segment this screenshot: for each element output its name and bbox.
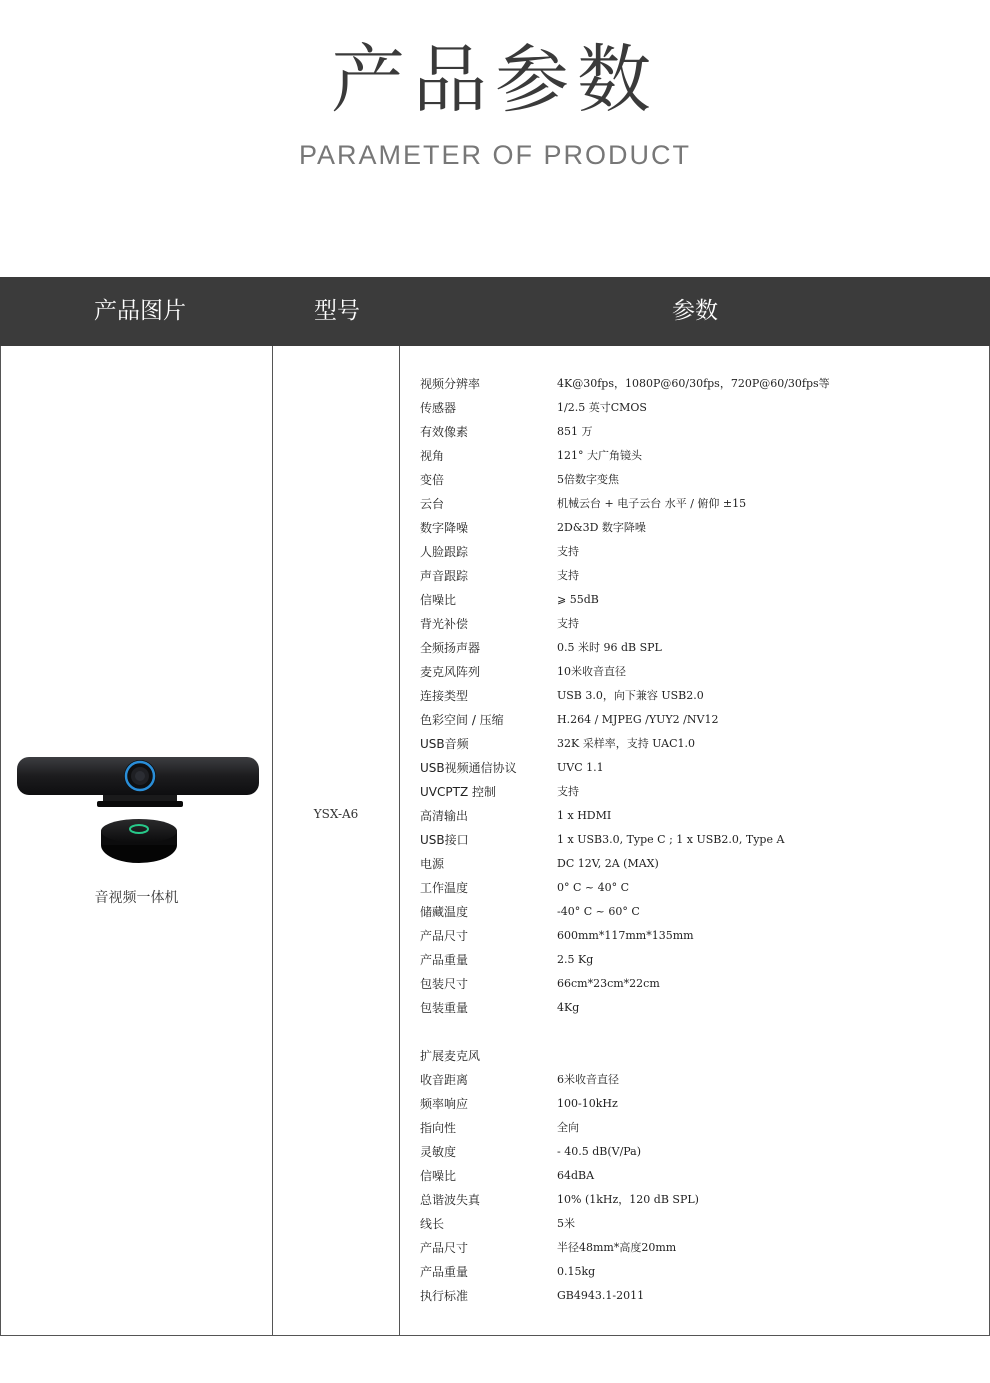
product-photo-cell	[1, 346, 272, 1335]
spec-row	[420, 1140, 970, 1164]
spec-label: 执行标准	[420, 1289, 469, 1303]
spec-value: 10米收音直径	[557, 665, 626, 678]
spec-value: 4Kg	[557, 1001, 580, 1014]
page-title: 产品参数	[331, 37, 659, 123]
column-divider	[399, 346, 400, 1335]
header-product-photo: 产品图片	[94, 298, 186, 324]
spec-value: H.264 / MJPEG /YUY2 /NV12	[557, 713, 719, 726]
spec-value: 半径48mm*高度20mm	[557, 1241, 677, 1254]
spec-label: USB视频通信协议	[420, 761, 517, 775]
spec-row	[420, 1236, 970, 1260]
spec-row	[420, 1116, 970, 1140]
spec-label: 云台	[420, 497, 445, 511]
spec-label: 线长	[420, 1217, 445, 1231]
spec-value: 6米收音直径	[557, 1073, 619, 1086]
spec-row	[420, 804, 970, 828]
spec-row	[420, 948, 970, 972]
spec-value: 支持	[557, 569, 579, 582]
spec-row	[420, 636, 970, 660]
spec-spacer	[420, 1020, 970, 1044]
spec-label: 产品重量	[420, 1265, 469, 1279]
spec-value: DC 12V, 2A (MAX)	[557, 857, 659, 870]
spec-value: 0° C ~ 40° C	[557, 881, 630, 894]
spec-row	[420, 996, 970, 1020]
spec-row	[420, 1284, 970, 1308]
spec-row	[420, 876, 970, 900]
spec-label: 电源	[420, 857, 445, 871]
spec-row	[420, 588, 970, 612]
spec-row	[420, 492, 970, 516]
spec-value: 支持	[557, 785, 579, 798]
spec-row	[420, 1092, 970, 1116]
spec-label: 工作温度	[420, 881, 469, 895]
spec-label: 高清输出	[420, 809, 469, 823]
spec-value: USB 3.0，向下兼容 USB2.0	[557, 689, 704, 702]
spec-value: 600mm*117mm*135mm	[557, 929, 694, 942]
spec-label: USB音频	[420, 737, 469, 751]
spec-row	[420, 564, 970, 588]
model-number: YSX-A6	[313, 807, 359, 821]
spec-label: 连接类型	[420, 689, 469, 703]
spec-row	[420, 924, 970, 948]
spec-label: UVCPTZ 控制	[420, 785, 496, 799]
spec-row	[420, 660, 970, 684]
spec-row	[420, 516, 970, 540]
camera-bar	[17, 757, 259, 807]
spec-label: 全频扬声器	[420, 641, 481, 655]
spec-row	[420, 1212, 970, 1236]
spec-value: 64dBA	[557, 1169, 595, 1182]
spec-row	[420, 828, 970, 852]
spec-label: 信噪比	[420, 1169, 457, 1183]
spec-row	[420, 1164, 970, 1188]
spec-row	[420, 852, 970, 876]
spec-value: 机械云台 + 电子云台 水平 / 俯仰 ±15	[557, 497, 747, 510]
spec-label: 灵敏度	[420, 1145, 457, 1159]
spec-value: 2D&3D 数字降噪	[557, 521, 646, 534]
spec-value: 1/2.5 英寸CMOS	[557, 401, 647, 414]
spec-row	[420, 1260, 970, 1284]
spec-value: 支持	[557, 545, 579, 558]
spec-label: 变倍	[420, 473, 445, 487]
spec-label: 视角	[420, 449, 445, 463]
spec-label: 数字降噪	[420, 521, 469, 535]
mic-section-label: 扩展麦克风	[420, 1049, 481, 1063]
spec-label: 储藏温度	[420, 905, 469, 919]
spec-value: 0.5 米时 96 dB SPL	[557, 641, 662, 654]
spec-value: 2.5 Kg	[557, 953, 594, 966]
spec-label: 包装重量	[420, 1001, 469, 1015]
spec-label: 产品尺寸	[420, 1241, 469, 1255]
spec-row	[420, 684, 970, 708]
spec-label: 频率响应	[420, 1097, 469, 1111]
spec-value: 121° 大广角镜头	[557, 449, 642, 462]
product-image	[15, 751, 261, 876]
spec-value: UVC 1.1	[557, 761, 604, 774]
spec-value: 10% (1kHz，120 dB SPL)	[557, 1193, 699, 1206]
spec-label: 麦克风阵列	[420, 665, 481, 679]
spec-value: 支持	[557, 617, 579, 630]
spec-row	[420, 780, 970, 804]
spec-label: 声音跟踪	[420, 569, 469, 583]
spec-label: 指向性	[420, 1121, 457, 1135]
spec-value: 4K@30fps，1080P@60/30fps，720P@60/30fps等	[557, 377, 830, 390]
spec-value: 5米	[557, 1217, 575, 1230]
spec-value: ⩾ 55dB	[557, 593, 599, 606]
spec-label: 视频分辨率	[420, 377, 481, 391]
spec-label: 色彩空间 / 压缩	[420, 713, 504, 727]
header-model: 型号	[314, 298, 360, 324]
spec-row	[420, 540, 970, 564]
spec-value: - 40.5 dB(V/Pa)	[557, 1145, 642, 1158]
spec-row	[420, 444, 970, 468]
spec-value: 851 万	[557, 425, 593, 438]
spec-value: 1 x USB3.0, Type C ; 1 x USB2.0, Type A	[557, 833, 785, 846]
extension-mic	[101, 819, 177, 863]
spec-row	[420, 972, 970, 996]
spec-label: 信噪比	[420, 593, 457, 607]
spec-label: 总谐波失真	[420, 1193, 481, 1207]
spec-label: 产品重量	[420, 953, 469, 967]
spec-row	[420, 900, 970, 924]
spec-row	[420, 396, 970, 420]
spec-label: USB接口	[420, 833, 469, 847]
spec-label: 人脸跟踪	[420, 545, 469, 559]
page-subtitle: PARAMETER OF PRODUCT	[298, 140, 691, 170]
spec-row	[420, 732, 970, 756]
spec-value: 全向	[557, 1121, 579, 1134]
spec-label: 传感器	[420, 401, 457, 415]
spec-row	[420, 372, 970, 396]
spec-list	[420, 372, 970, 1308]
spec-label: 收音距离	[420, 1073, 469, 1087]
spec-value: 5倍数字变焦	[557, 473, 619, 486]
table-header	[0, 277, 990, 346]
header-params: 参数	[672, 298, 718, 324]
spec-row	[420, 468, 970, 492]
column-divider	[272, 346, 273, 1335]
spec-label: 产品尺寸	[420, 929, 469, 943]
spec-label: 包装尺寸	[420, 977, 469, 991]
product-name: 音视频一体机	[94, 890, 179, 906]
spec-value: -40° C ~ 60° C	[557, 905, 640, 918]
spec-value: 0.15kg	[557, 1265, 596, 1278]
spec-label: 有效像素	[420, 425, 469, 439]
spec-value: 32K 采样率，支持 UAC1.0	[557, 737, 695, 750]
spec-row	[420, 612, 970, 636]
spec-row	[420, 1068, 970, 1092]
spec-label: 背光补偿	[420, 617, 469, 631]
spec-value: GB4943.1-2011	[557, 1289, 645, 1302]
spec-row	[420, 1188, 970, 1212]
spec-row	[420, 708, 970, 732]
spec-row	[420, 420, 970, 444]
spec-row	[420, 756, 970, 780]
spec-value: 100-10kHz	[557, 1097, 618, 1110]
spec-value: 66cm*23cm*22cm	[557, 977, 660, 990]
mic-section-title	[420, 1044, 970, 1068]
spec-value: 1 x HDMI	[557, 809, 612, 822]
